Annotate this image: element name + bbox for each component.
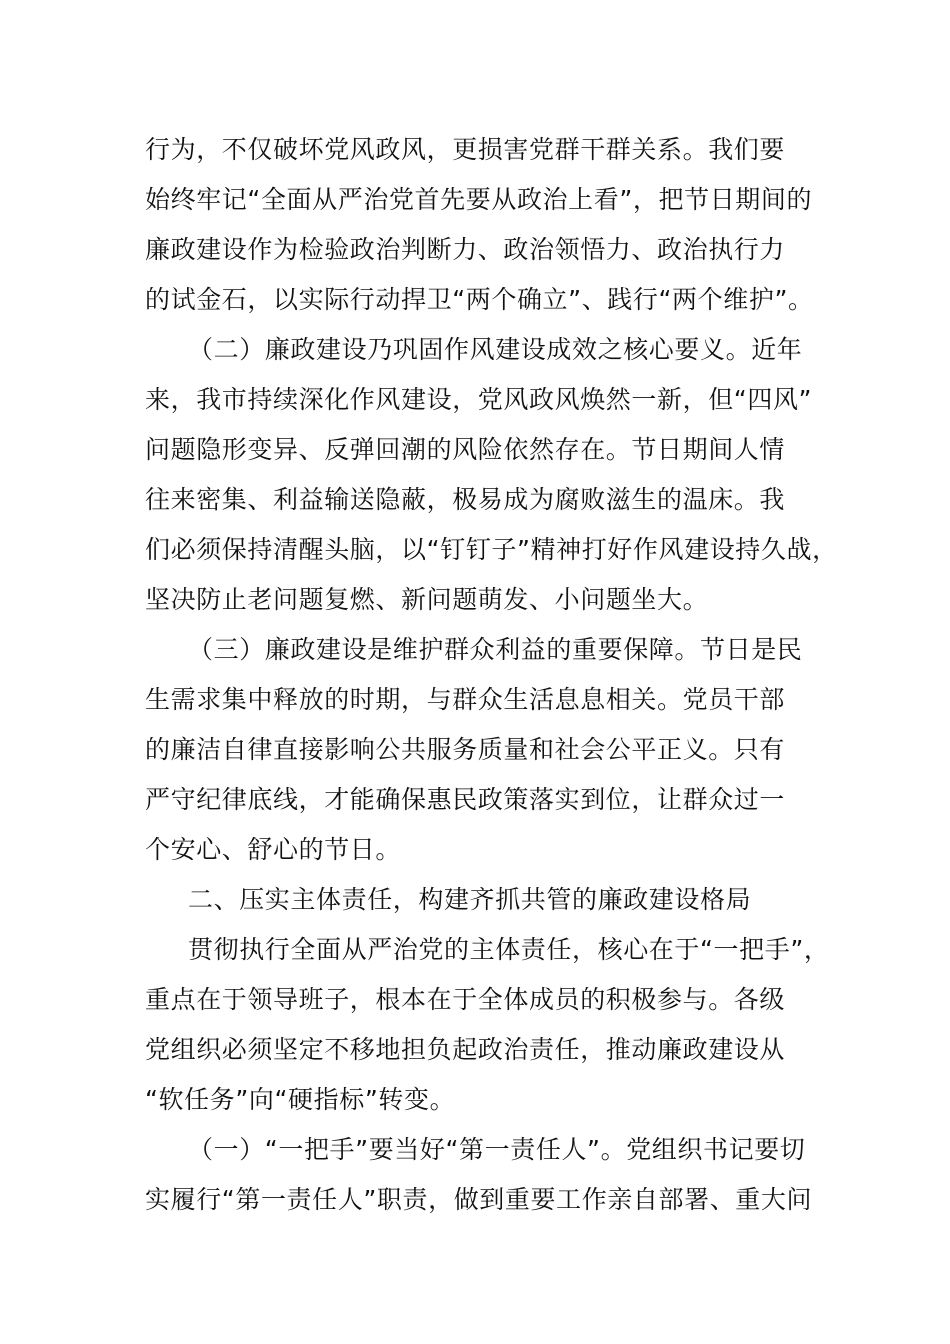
text-line: 党组织必须坚定不移地担负起政治责任，推动廉政建设从 (145, 1035, 786, 1064)
text-line: （三）廉政建设是维护群众利益的重要保障。节日是民 (188, 635, 803, 664)
text-line: 的试金石，以实际行动捍卫“两个确立”、践行“两个维护”。 (145, 285, 814, 314)
text-line: 往来密集、利益输送隐蔽，极易成为腐败滋生的温床。我 (145, 485, 786, 514)
text-line: 个安心、舒心的节日。 (145, 835, 402, 864)
text-line: 始终牢记“全面从严治党首先要从政治上看”，把节日期间的 (145, 185, 813, 214)
text-line: 贯彻执行全面从严治党的主体责任，核心在于“一把手”， (188, 935, 830, 964)
text-line: （一）“一把手”要当好“第一责任人”。党组织书记要切 (188, 1135, 806, 1164)
text-line: （二）廉政建设乃巩固作风建设成效之核心要义。近年 (188, 335, 803, 364)
text-line: 重点在于领导班子，根本在于全体成员的积极参与。各级 (145, 985, 786, 1014)
text-line: 坚决防止老问题复燃、新问题萌发、小问题坐大。 (145, 585, 709, 614)
text-line: 们必须保持清醒头脑，以“钉钉子”精神打好作风建设持久战， (145, 535, 838, 564)
text-line: 问题隐形变异、反弹回潮的风险依然存在。节日期间人情 (145, 435, 786, 464)
text-line: 的廉洁自律直接影响公共服务质量和社会公平正义。只有 (145, 735, 786, 764)
text-line: 实履行“第一责任人”职责，做到重要工作亲自部署、重大问 (145, 1185, 813, 1214)
text-line: 廉政建设作为检验政治判断力、政治领悟力、政治执行力 (145, 235, 786, 264)
text-line: “软任务”向“硬指标”转变。 (145, 1085, 456, 1114)
text-line: 严守纪律底线，才能确保惠民政策落实到位，让群众过一 (145, 785, 786, 814)
text-line: 来，我市持续深化作风建设，党风政风焕然一新，但“四风” (145, 385, 813, 414)
text-line: 行为，不仅破坏党风政风，更损害党群干群关系。我们要 (145, 135, 786, 164)
text-line: 生需求集中释放的时期，与群众生活息息相关。党员干部 (145, 685, 786, 714)
section-heading: 二、压实主体责任，构建齐抓共管的廉政建设格局 (188, 885, 752, 914)
